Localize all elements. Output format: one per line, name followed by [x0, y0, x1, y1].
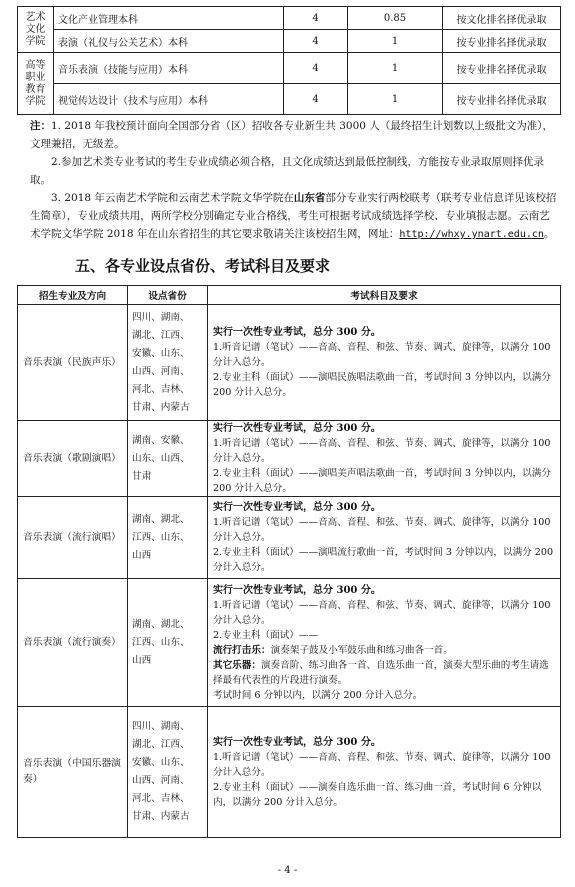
college-cell: 艺术 文化 学院	[18, 7, 54, 53]
major-cell: 音乐表演（歌剧演唱）	[18, 421, 128, 497]
years-cell: 4	[284, 30, 348, 53]
rule-cell: 按专业排名择优录取	[443, 84, 561, 115]
notes-block	[30, 117, 558, 244]
note-label: 注：	[30, 120, 51, 132]
major-cell: 视觉传达设计（技术与应用）本科	[54, 84, 284, 115]
note-3: 3. 2018 年云南艺术学院和云南艺术学院文华学院在山东省部分专业实行两校联考（联考专业信息详见该校招生简章），专业成绩共用，两所学校分别确定专业合格线，考生可根据考试成绩选择学校、专业填报志愿。云南艺术学院文华学院 2018 年在山东省招生的其它要求敬请关注该校招生网，网址：http://whxy.ynart.edu.cn。	[30, 192, 557, 240]
provinces-cell: 湖南、湖北、 江西、山东、 山西	[128, 579, 208, 707]
provinces-cell: 四川、湖南、 湖北、江西、 安徽、山东、 山西、河南、 河北、吉林、 甘肃、内蒙古	[128, 707, 208, 838]
table-row	[18, 421, 561, 497]
table-row	[18, 579, 561, 707]
header-major: 招生专业及方向	[18, 286, 128, 305]
ratio-cell: 1	[348, 53, 443, 84]
ratio-cell: 0.85	[348, 7, 443, 30]
table-row	[18, 53, 561, 84]
major-cell: 文化产业管理本科	[54, 7, 284, 30]
requirements-cell: 实行一次性专业考试，总分 300 分。 1.听音记谱（笔试）——音高、音程、和弦、节奏、调式、旋律等，以满分 100 分计入总分。 2.专业主科（面试）——演唱民族唱法歌曲一首，考试时间 3 分钟以内，以满分 200 分计入总分。	[208, 305, 561, 421]
table-row	[18, 30, 561, 53]
exam-requirements-table	[17, 285, 561, 838]
table-row	[18, 84, 561, 115]
ratio-cell: 1	[348, 84, 443, 115]
rule-cell: 按专业排名择优录取	[443, 30, 561, 53]
major-cell: 音乐表演（民族声乐）	[18, 305, 128, 421]
note-2: 2.参加艺术类专业考试的考生专业成绩必须合格，且文化成绩达到最低控制线，方能按专业录取原则择优录取。	[30, 156, 545, 186]
years-cell: 4	[284, 7, 348, 30]
major-cell: 音乐表演（流行演奏）	[18, 579, 128, 707]
provinces-cell: 湖南、安徽、 山东、山西、 甘肃	[128, 421, 208, 497]
section-title: 五、各专业设点省份、考试科目及要求	[75, 257, 331, 275]
page-number: - 4 -	[277, 865, 298, 876]
major-cell: 音乐表演（技能与应用）本科	[54, 53, 284, 84]
requirements-cell: 实行一次性专业考试，总分 300 分。 1.听音记谱（笔试）——音高、音程、和弦、节奏、调式、旋律等，以满分 100 分计入总分。 2.专业主科（面试）—— 流行打击乐：演奏架子鼓及小军鼓乐曲和练习曲各一首。 其它乐器：演奏音阶、练习曲各一首、自选乐曲一首，演奏大型乐曲的考生请选择最有代表性的片段进行演奏。 考试时间 6 分钟以内，以满分 200 分计入总分。	[208, 579, 561, 707]
header-requirements: 考试科目及要求	[208, 286, 561, 305]
rule-cell: 按专业排名择优录取	[443, 53, 561, 84]
table-row	[18, 7, 561, 30]
major-cell: 表演（礼仪与公关艺术）本科	[54, 30, 284, 53]
provinces-cell: 四川、湖南、 湖北、江西、 安徽、山东、 山西、河南、 河北、吉林、 甘肃、内蒙古	[128, 305, 208, 421]
enrollment-table	[17, 6, 561, 115]
years-cell: 4	[284, 53, 348, 84]
requirements-cell: 实行一次性专业考试，总分 300 分。 1.听音记谱（笔试）——音高、音程、和弦、节奏、调式、旋律等，以满分 100 分计入总分。 2.专业主科（面试）——演唱流行歌曲一首，考试时间 3 分钟以内，以满分 200 分计入总分。	[208, 497, 561, 579]
website-link[interactable]: http://whxy.ynart.edu.cn	[399, 229, 544, 240]
header-provinces: 设点省份	[128, 286, 208, 305]
table-row	[18, 707, 561, 838]
requirements-cell: 实行一次性专业考试，总分 300 分。 1.听音记谱（笔试）——音高、音程、和弦、节奏、调式、旋律等，以满分 100 分计入总分。 2.专业主科（面试）——演奏自选乐曲一首、练习曲一首，考试时间 6 分钟以内，以满分 200 分计入总分。	[208, 707, 561, 838]
provinces-cell: 湖南、湖北、 江西、山东、 山西	[128, 497, 208, 579]
table-header-row	[18, 286, 561, 305]
years-cell: 4	[284, 84, 348, 115]
major-cell: 音乐表演（中国乐器演奏）	[18, 707, 128, 838]
college-cell: 高等 职业 教育 学院	[18, 53, 54, 115]
rule-cell: 按文化排名择优录取	[443, 7, 561, 30]
major-cell: 音乐表演（流行演唱）	[18, 497, 128, 579]
table-row	[18, 305, 561, 421]
note-1: 注：1. 2018 年我校预计面向全国部分省（区）招收各专业新生共 3000 人（最终招生计划数以上级批文为准），文理兼招，无级差。	[30, 120, 554, 150]
requirements-cell: 实行一次性专业考试，总分 300 分。 1.听音记谱（笔试）——音高、音程、和弦、节奏、调式、旋律等，以满分 100 分计入总分。 2.专业主科（面试）——演唱美声唱法歌曲一首，考试时间 3 分钟以内，以满分 200 分计入总分。	[208, 421, 561, 497]
table-row	[18, 497, 561, 579]
ratio-cell: 1	[348, 30, 443, 53]
